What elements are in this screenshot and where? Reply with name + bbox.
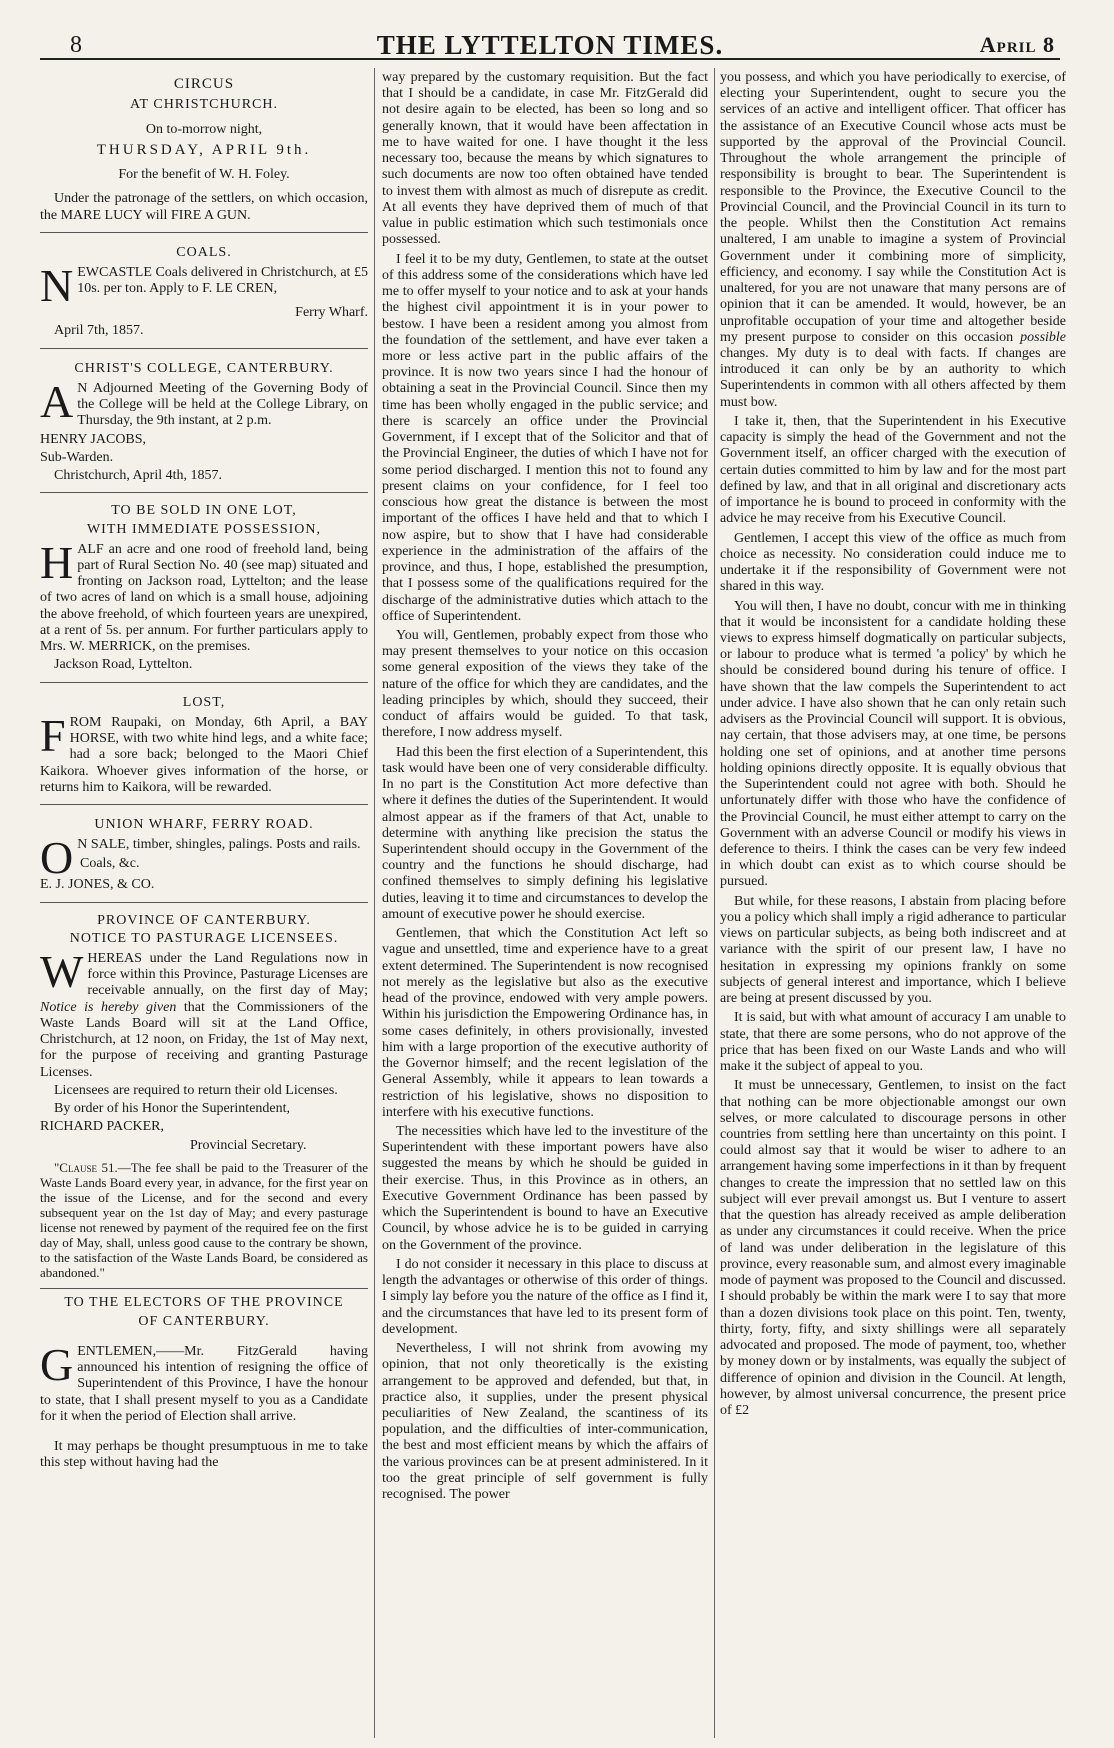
- sale-dropcap: H: [40, 536, 74, 588]
- address-col3-p4: You will then, I have no doubt, concur with me in thinking that it would be inconsistent for a candidate holding these views to express himself dogmatically on particular subjects, or labour to produce what is termed 'a policy' by which he should be considered bound during his tenure of office. I have shown that the law compels the Superintendent to act under advice. I have also shown that he can only retain such advisers as the Provincial Council will support. It is obvious, nay certain, that those advisers may, at one time, be persons holding one set of opinions, and at another time persons holding opinions directly opposite. It is equally obvious that the Superintendent could not agree with both. Should he unfortunately differ with those who have the confidence of the Provincial Council, he must either attempt to carry on the Government with an adverse Council or modify his views in deference to theirs. I think the cases can be very few indeed in which doubt can exist as to which course should be pursued.: [720, 598, 1066, 890]
- college-signer: HENRY JACOBS,: [40, 431, 147, 447]
- coals-date: April 7th, 1857.: [54, 323, 144, 339]
- column-rule-1: [374, 68, 375, 1738]
- address-col3-p7: It must be unnecessary, Gentlemen, to insist on the fact that nothing can be more objectionable amongst our own selves, or more calculated to discourage persons in other countries from settling here than uncertainty on this point. I could almost say that it would be wiser to adhere to an arrangement having some imperfections in it than by frequent changes to create the impression that no settled law on this subject will ever prevail amongst us. But I venture to assert that the question has already received as ample deliberation as under any circumstances it could receive. When the price of land was under deliberation in the legislature of this province, every reasonable sum, and almost every imaginable mode of payment was proposed to the Council and discussed. I should probably be within the mark were I to say that more than a dozen divisions took place on this point. Ten, twenty, thirty, forty, fifty, and sixty shillings were all separately advocated and proposed. The mode of payment, too, whether by money down or by instalments, was equally the subject of difference of opinion and division in the Council. At length, however, by almost universal concurrence, the present price of £2: [720, 1078, 1066, 1418]
- pasturage-title2: NOTICE TO PASTURAGE LICENSEES.: [69, 930, 339, 946]
- column-rule-2: [714, 68, 715, 1738]
- sale-title2: WITH IMMEDIATE POSSESSION,: [86, 521, 322, 537]
- sale-notice: [40, 499, 368, 682]
- address-col3-p6: It is said, but with what amount of accuracy I am unable to state, that there are some persons, who do not approve of the price that has been fixed on our Waste Lands and who will make it the subject of appeal to you.: [720, 1010, 1066, 1075]
- coals-body: EWCASTLE Coals delivered in Christchurch, at £5 10s. per ton. Apply to F. LE CREN,: [77, 265, 368, 297]
- pasturage-notice: [40, 909, 368, 1290]
- coals-dropcap: N: [40, 260, 74, 312]
- college-notice: [40, 355, 368, 494]
- address-col1-end: It may perhaps be thought presumptuous in me to take this step without having had the: [40, 1439, 368, 1471]
- college-date: Christchurch, April 4th, 1857.: [54, 468, 222, 484]
- lost-dropcap: F: [40, 709, 66, 761]
- address-col2-p8: Nevertheless, I will not shrink from avowing my opinion, that not only theoretically is the existing arrangement to be approved and defended, but that, in practice also, it supplies, under the present physical peculiarities of New Zealand, the scantiness of its population, and the difficulties of inter-communication, the best and most efficient means by which the affairs of the various provinces can be at present administered. In it too the great principle of self government is fully recognised. The power: [382, 1341, 708, 1503]
- masthead: [40, 30, 1060, 60]
- column-1: [40, 70, 368, 1735]
- sale-place: Jackson Road, Lyttelton.: [54, 657, 193, 673]
- coals-place: Ferry Wharf.: [295, 305, 368, 321]
- address-col3-p5: But while, for these reasons, I abstain from placing before you a policy which shall imply a rigid adherance to particular views on particular subjects, as being both indiscreet and at variance with the spirit of our present law, I have no hesitation in expressing my opinions frankly on some subjects of general interest and importance, which I believe are being at present discussed by you.: [720, 893, 1066, 1007]
- address-col2-p4: Had this been the first election of a Superintendent, this task would have been one of very considerable difficulty. In no part is the Constitution Act more defective than where it defines the duties of the Superintendent. It would almost appear as if the framers of that Act, unable to determine with anything like precision the status the Superintendent should occupy in the Government of the country and the functions he should discharge, had confined themselves to simply defining his legislative duties, leaving it to time and circumstances to develop the amount of executive power he should exercise.: [382, 744, 708, 922]
- pasturage-title1: PROVINCE OF CANTERBURY.: [97, 912, 311, 928]
- pasturage-body-a: HEREAS under the Land Regulations now in force within this Province, Pasturage Licenses are receivable annually, on the first day of May;: [87, 950, 368, 999]
- address-col3-p1-end: changes. My duty is to deal with facts. If changes are introduced it can only be by an authority to which Superintendents in common with all others affected by them must bow.: [720, 345, 1066, 410]
- circus-body: Under the patronage of the settlers, on which occasion, the MARE LUCY will FIRE A GUN.: [40, 191, 368, 223]
- address-opening: ENTLEMEN,——Mr. FitzGerald having announced his intention of resigning the office of Superintendent of this Province, I have the honour to state, that I shall present myself to you as a Candidate for it when the period of Election shall arrive.: [40, 1343, 368, 1424]
- circus-subtitle: AT CHRISTCHURCH.: [130, 97, 278, 113]
- circus-title: CIRCUS: [173, 76, 235, 92]
- issue-date: April 8: [979, 32, 1055, 57]
- college-role: Sub-Warden.: [40, 449, 114, 465]
- wharf-line2: Coals, &c.: [80, 855, 140, 871]
- address-col2-p1: way prepared by the customary requisition. But the fact that I should be a candidate, in case Mr. FitzGerald did not desire again to be elected, has been so long and so generally known, that it would have been affectation in me to have waited for one. I have thought it the less necessary too, because the means by which signatures to such documents are now too often obtained have tended to invest them with almost as much of disrepute as credit. At all events they have deprived them of much of that value in public estimation which such testimonials once possessed.: [382, 70, 708, 248]
- circus-date: THURSDAY, APRIL 9th.: [96, 141, 312, 158]
- sale-title1: TO BE SOLD IN ONE LOT,: [111, 503, 297, 519]
- address-col3-p1-italic: possible: [1020, 329, 1066, 345]
- wharf-title: UNION WHARF, FERRY ROAD.: [94, 817, 314, 833]
- pasturage-signer: RICHARD PACKER,: [40, 1119, 164, 1135]
- college-body: N Adjourned Meeting of the Governing Body of the College will be held at the College Library, on Thursday, the 9th instant, at 2 p.m.: [77, 380, 368, 429]
- pasturage-body-italic: Notice is hereby given: [40, 999, 177, 1015]
- address-dropcap: G: [40, 1338, 74, 1390]
- pasturage-para3: By order of his Honor the Superintendent,: [54, 1101, 291, 1117]
- pasturage-body-b: that the Commissioners of the Waste Lands Board will sit at the Land Office, Christchurch, at 12 noon, on Friday, the 1st of May next, for the purpose of receiving and granting Pasturage Licenses.: [40, 999, 368, 1080]
- newspaper-title: THE LYTTELTON TIMES.: [376, 30, 724, 60]
- coals-title: COALS.: [176, 244, 232, 260]
- coals-notice: [40, 239, 368, 349]
- page-number: 8: [70, 32, 82, 58]
- wharf-notice: [40, 811, 368, 902]
- address-col2-p6: The necessities which have led to the investiture of the Superintendent with these important powers have also suggested the means by which he should be guided in their exercise. Thus, in this Province as in others, an Executive Government Ordinance has been passed by which the Superintendent is bound to have an Executive Council, by whose advice he is to be guided in carrying on the Government of the province.: [382, 1124, 708, 1253]
- college-title: CHRIST'S COLLEGE, CANTERBURY.: [74, 360, 334, 376]
- circus-line1: On to-morrow night,: [145, 121, 263, 137]
- wharf-body: N SALE, timber, shingles, palings. Posts and rails.: [77, 837, 361, 853]
- address-col3-p3: Gentlemen, I accept this view of the office as much from choice as necessity. No consideration could induce me to undertake it if the responsibility of Government were not shared in this way.: [720, 530, 1066, 595]
- sale-body: ALF an acre and one rood of freehold land, being part of Rural Section No. 40 (see map) situated and fronting on Jackson road, Lyttelton; and the lease of two acres of land on which is a small house, adjoining the above freehold, of which fourteen years are unexpired, at a rent of 5s. per annum. For further particulars apply to Mrs. W. MERRICK, on the premises.: [40, 541, 368, 655]
- lost-notice: [40, 689, 368, 805]
- pasturage-clause-label: "Clause 51.: [54, 1159, 118, 1175]
- lost-title: LOST,: [182, 694, 226, 710]
- address-col3-p2: I take it, then, that the Superintendent in his Executive capacity is simply the head of the Government and not the Government itself, an officer charged with the execution of certain duties committed to him by law and for the most part defined by law, and that in all original and discretionary acts of importance he is bound to proceed in conformity with the advice he may receive from his Executive Council.: [720, 413, 1066, 527]
- address-title2: OF CANTERBURY.: [138, 1313, 270, 1329]
- pasturage-clause: —The fee shall be paid to the Treasurer of the Waste Lands Board every year, in advance, for the first year on the issue of the License, and for the second and every subsequent year on the 1st day of May; and every pasturage license not renewed by payment of the required fee on the first day of May, shall, unless good cause to the contrary be shown, to the satisfaction of the Waste Lands Board, be considered as abandoned.": [40, 1159, 368, 1281]
- pasturage-role: Provincial Secretary.: [190, 1137, 307, 1153]
- pasturage-dropcap: W: [40, 945, 84, 997]
- address-col2-p3: You will, Gentlemen, probably expect from those who may present themselves to your notice on this occasion some general exposition of the views they take of the nature of the office for which they are candidates, and the leading principles by which, should they succeed, their conduct of affairs would be guided. To that task, therefore, I now address myself.: [382, 627, 708, 741]
- circus-benefit: For the benefit of W. H. Foley.: [118, 167, 290, 183]
- address-col3-p1: you possess, and which you have periodically to exercise, of electing your Superintendent, ought to secure you the services of an active and intelligent officer. That officer has the assistance of an Executive Council whose acts must be supported by the approval of the Provincial Council. Throughout the whole arrangement the principle of responsibility is brought to bear. The Superintendent is responsible to the Province, the Executive Council to the Provincial Council, and the Provincial Council in its turn to the people. Whilst then the Constitution Act remains unaltered, I am unable to imagine a system of Provincial Government under it combining more of simplicity, efficiency, and economy. I say while the Constitution Act is unaltered, for you are not unaware that many persons are of opinion that it can be amended. It would, however, be an unprofitable occupation of your time and altogether beside my present purpose to consider on this occasion: [720, 70, 1066, 345]
- address-col2-p7: I do not consider it necessary in this place to discuss at length the advantages or otherwise of this order of things. I simply lay before you the nature of the office as I find it, and the circumstances that have led to its present form of development.: [382, 1256, 708, 1337]
- address-col2-p2: I feel it to be my duty, Gentlemen, to state at the outset of this address some of the considerations which have led me to offer myself to your notice and to ask at your hands the highest civil appointment it is in your power to bestow. I have been a resident among you almost from the foundation of the settlement, and have ever taken a more or less active part in the public affairs of the province. It is now two years since I had the honour of obtaining a seat in the Provincial Council. Since then my time has been wholly engaged in the public service; and there is scarcely an office under the Provincial Government, if I except that of the Solicitor and that of the Provincial Engineer, the duties of which I have not for some period discharged. I mention this not to found any present claims on your confidence, for I feel too conscious how great the distance is between the most important of the offices I have held and that to which I now aspire, but to show that I have had considerable experience in the administration of the affairs of the province, and thus, I hope, established the presumption, that I possess some of the qualifications required for the discharge of the administrative duties which attach to the office of Superintendent.: [382, 251, 708, 624]
- address-col2-p5: Gentlemen, that which the Constitution Act left so vague and unsettled, time and experience have to a great extent determined. The Superintendent is now recognised not merely as the legislative but also as the executive head of the province, endowed with very ample powers. Within his jurisdiction the Empowering Ordinance has, in some cases definitely, in others provisionally, invested him with a large proportion of the executive authority of the Governor himself; and the recent legislation of the General Assembly, while it appears to lean towards a restriction of his legislative, shows no disposition to interfere with his executive functions.: [382, 926, 708, 1120]
- wharf-dropcap: O: [40, 832, 74, 884]
- lost-body: ROM Raupaki, on Monday, 6th April, a BAY HORSE, with two white hind legs, and a white face; had a sore back; belonged to the Maori Chief Kaikora. Whoever gives information of the horse, or returns him to Kaikora, will be rewarded.: [40, 714, 368, 795]
- column-3: [720, 70, 1066, 1735]
- college-dropcap: A: [40, 375, 74, 427]
- address-start: [40, 1295, 368, 1471]
- address-title1: TO THE ELECTORS OF THE PROVINCE: [64, 1295, 344, 1311]
- pasturage-para2: Licensees are required to return their old Licenses.: [54, 1082, 338, 1098]
- circus-notice: [40, 70, 368, 233]
- wharf-signer: E. J. JONES, & CO.: [40, 877, 155, 893]
- column-2: [382, 70, 708, 1735]
